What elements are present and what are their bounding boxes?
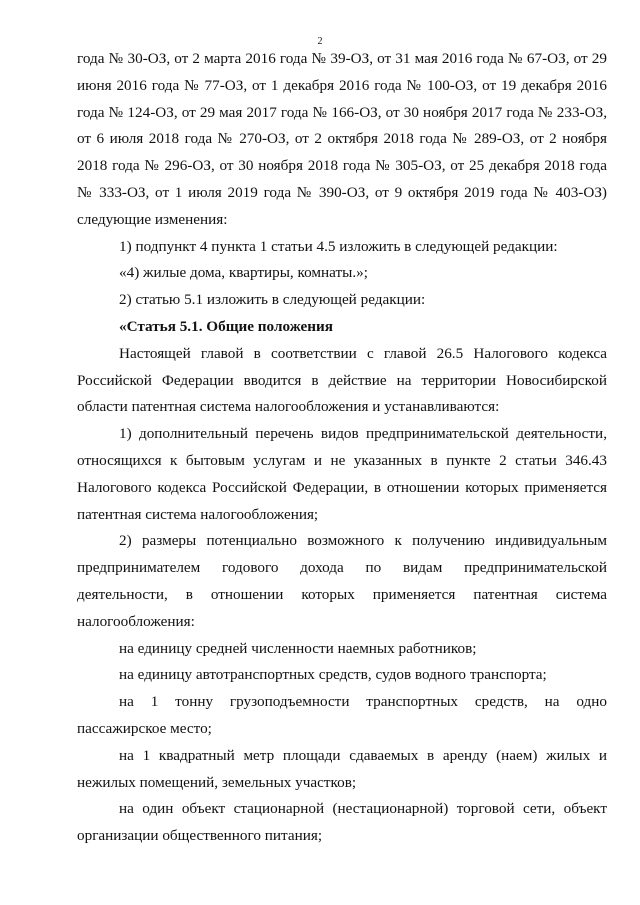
page-number: 2 (317, 36, 323, 47)
amendment-item-1: 1) подпункт 4 пункта 1 статьи 4.5 изложить в следующей редакции: (119, 237, 558, 255)
article-intro-paragraph: Настоящей главой в соответствии с главой 26.5 Налогового кодекса Российской Федерации вводится в действие на территории Новосибирской области патентная система налогообложения и устанавливаются: (77, 344, 607, 416)
clause-2-item-trade-object: на один объект стационарной (нестационарной) торговой сети, объект организации общественного питания; (77, 800, 607, 845)
amendment-item-1-text: «4) жилые дома, квартиры, комнаты.»; (119, 264, 368, 282)
amendment-item-2: 2) статью 5.1 изложить в следующей редакции: (119, 291, 426, 309)
article-heading: «Статья 5.1. Общие положения (119, 317, 333, 335)
clause-2-item-tonnage: на 1 тонну грузоподъемности транспортных средств, на одно пассажирское место; (77, 693, 607, 737)
article-clause-1: 1) дополнительный перечень видов предпринимательской деятельности, относящихся к бытовым услугам и не указанных в пункте 2 статьи 346.43 Налогового кодекса Российской Федерации, в отношении которых применяется патентная система налогообложения; (77, 425, 607, 523)
document-body (77, 46, 607, 850)
clause-2-item-vehicles: на единицу автотранспортных средств, судов водного транспорта; (119, 666, 547, 684)
amendment-references-paragraph: года № 30-ОЗ, от 2 марта 2016 года № 39-ОЗ, от 31 мая 2016 года № 67-ОЗ, от 29 июня 2016 года № 77-ОЗ, от 1 декабря 2016 года № 100-ОЗ, от 19 декабря 2016 года № 124-ОЗ, от 29 мая 2017 года № 166-ОЗ, от 30 ноября 2017 года № 233-ОЗ, от 6 июля 2018 года № 270-ОЗ, от 2 октября 2018 года № 289-ОЗ, от 2 ноября 2018 года № 296-ОЗ, от 30 ноября 2018 года № 305-ОЗ, от 25 декабря 2018 года № 333-ОЗ, от 1 июля 2019 года № 390-ОЗ, от 9 октября 2019 года № 403-ОЗ) следующие изменения: (77, 50, 607, 228)
clause-2-item-employees: на единицу средней численности наемных работников; (119, 639, 477, 657)
article-clause-2: 2) размеры потенциально возможного к получению индивидуальным предпринимателем годового дохода по видам предпринимательской деятельности, в отношении которых применяется патентная система налогообложения: (77, 532, 607, 630)
clause-2-item-area: на 1 квадратный метр площади сдаваемых в аренду (наем) жилых и нежилых помещений, земельных участков; (77, 746, 607, 791)
